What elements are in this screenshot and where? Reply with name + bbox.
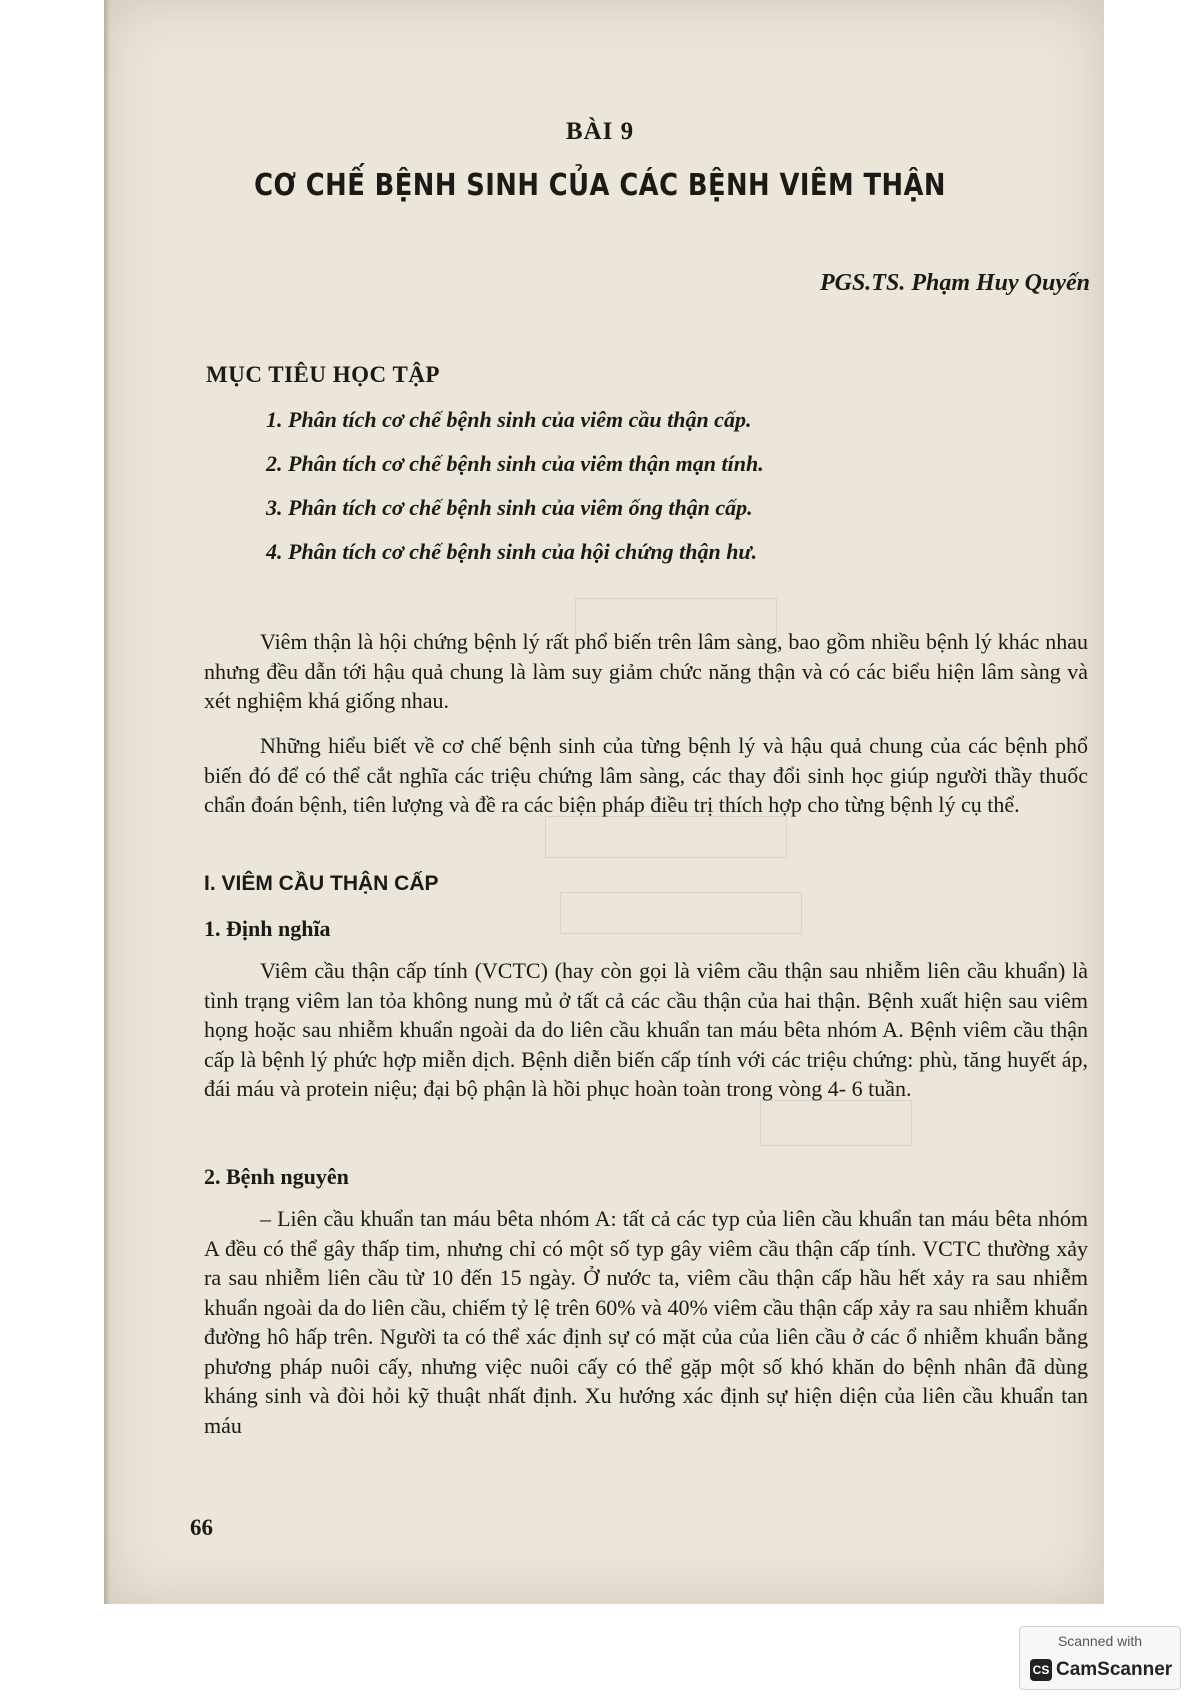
bleed-through-box <box>560 892 802 934</box>
author: PGS.TS. Phạm Huy Quyến <box>819 270 1090 296</box>
etiology-paragraph: – Liên cầu khuẩn tan máu bêta nhóm A: tất cả các typ của liên cầu khuẩn tan máu bêta nhóm A đều có thể gây thấp tim, nhưng chỉ có một số typ gây viêm cầu thận cấp tính. VCTC thường xảy ra sau nhiễm liên cầu từ 10 đến 15 ngày. Ở nước ta, viêm cầu thận cấp hầu hết xảy ra sau nhiễm khuẩn ngoài da do liên cầu, chiếm tỷ lệ trên 60% và 40% viêm cầu thận cấp xảy ra sau nhiễm khuẩn đường hô hấp trên. Người ta có thể xác định sự có mặt của của liên cầu ở các ổ nhiễm khuẩn bằng phương pháp nuôi cấy, nhưng việc nuôi cấy có thể gặp một số khó khăn do bệnh nhân đã dùng kháng sinh và đòi hỏi kỹ thuật nhất định. Xu hướng xác định sự hiện diện của liên cầu khuẩn tan máu <box>204 1206 1088 1438</box>
objective-item: 2. Phân tích cơ chế bệnh sinh của viêm thận mạn tính. <box>266 451 764 476</box>
objective-item: 1. Phân tích cơ chế bệnh sinh của viêm cầu thận cấp. <box>266 407 752 432</box>
camscanner-logo-icon: CS <box>1030 1659 1052 1681</box>
page-number: 66 <box>190 1515 213 1540</box>
objective-item: 3. Phân tích cơ chế bệnh sinh của viêm ống thận cấp. <box>266 495 753 520</box>
bleed-through-box <box>545 816 787 858</box>
badge-brand-name: CamScanner <box>1056 1659 1173 1680</box>
page-title: CƠ CHẾ BỆNH SINH CỦA CÁC BỆNH VIÊM THẬN <box>254 168 946 203</box>
objective-item: 4. Phân tích cơ chế bệnh sinh của hội chứng thận hư. <box>266 539 758 564</box>
camscanner-badge <box>1019 1626 1181 1690</box>
objectives-heading: MỤC TIÊU HỌC TẬP <box>206 362 440 387</box>
etiology-heading: 2. Bệnh nguyên <box>204 1164 349 1189</box>
section-heading: I. VIÊM CẦU THẬN CẤP <box>204 872 439 895</box>
intro-paragraph: Viêm thận là hội chứng bệnh lý rất phổ biến trên lâm sàng, bao gồm nhiều bệnh lý khác nhau nhưng đều dẫn tới hậu quả chung là làm suy giảm chức năng thận và có các biểu hiện lâm sàng và xét nghiệm khá giống nhau. <box>204 629 1088 713</box>
bleed-through-box <box>760 1100 912 1146</box>
definition-paragraph: Viêm cầu thận cấp tính (VCTC) (hay còn gọi là viêm cầu thận sau nhiễm liên cầu khuẩn) là tình trạng viêm lan tỏa không nung mủ ở tất cả các cầu thận của hai thận. Bệnh xuất hiện sau viêm họng hoặc sau nhiễm khuẩn ngoài da do liên cầu khuẩn tan máu bêta nhóm A. Bệnh viêm cầu thận cấp là bệnh lý phức hợp miễn dịch. Bệnh diễn biến cấp tính với các triệu chứng: phù, tăng huyết áp, đái máu và protein niệu; đại bộ phận là hồi phục hoàn toàn trong vòng 4- 6 tuần. <box>204 958 1088 1101</box>
badge-caption: Scanned with <box>1057 1633 1143 1649</box>
intro-paragraph: Những hiểu biết về cơ chế bệnh sinh của từng bệnh lý và hậu quả chung của các bệnh phổ biến đó để có thể cắt nghĩa các triệu chứng lâm sàng, các thay đổi sinh học giúp người thầy thuốc chẩn đoán bệnh, tiên lượng và đề ra các biện pháp điều trị thích hợp cho từng bệnh lý cụ thể. <box>204 733 1088 817</box>
page-edge-shadow <box>104 0 110 1604</box>
definition-heading: 1. Định nghĩa <box>204 916 331 941</box>
lesson-label: BÀI 9 <box>565 118 635 145</box>
